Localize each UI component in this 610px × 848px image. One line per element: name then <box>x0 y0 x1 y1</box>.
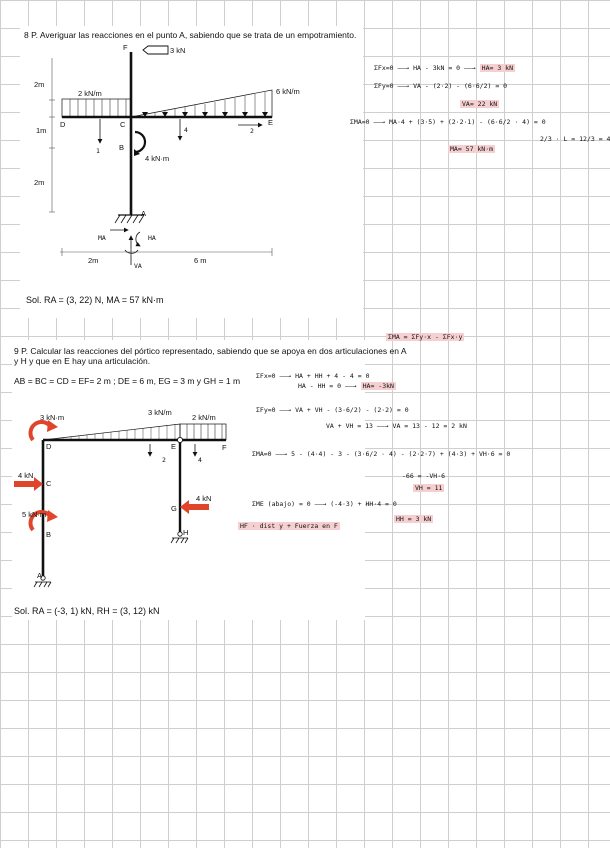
p8-point-c: C <box>120 120 126 129</box>
p8-eq-ma-result: MA= 57 kN·m <box>450 145 494 153</box>
p9-eq-sum-fy-a: ΣFy=0 ——→ VA + VH - (3·6/2) - (2·2) = 0 <box>256 406 409 414</box>
p8-hw-ma: MA <box>98 234 106 242</box>
p9-point-h: H <box>183 528 189 537</box>
p8-dim-2m-horizontal: 2m <box>88 256 99 265</box>
p9-moment-5kNm-label: 5 kN·m <box>22 510 47 519</box>
p9-force-left-label: 4 kN <box>18 471 34 480</box>
p8-point-b: B <box>119 143 125 152</box>
problem-8-title: 8 P. Averiguar las reacciones en el punto A, sabiendo que se trata de un empotramiento. <box>24 30 357 40</box>
p9-point-c: C <box>46 479 52 488</box>
p9-eq-ha-result: HA= -3kN <box>362 382 394 390</box>
p8-hw-va: VA <box>134 262 142 270</box>
p9-eq-sum-me: ΣME (abajo) = 0 ——→ (-4·3) + HH·4 = 0 <box>252 500 397 508</box>
p8-solution: Sol. RA = (3, 22) N, MA = 57 kN·m <box>26 295 164 305</box>
p9-eq-hh-result: HH = 3 kN <box>396 515 432 523</box>
p9-point-f: F <box>222 443 227 452</box>
p9-eq-sum-fx-a: ΣFx=0 ——→ HA + HH + 4 - 4 = 0 <box>256 372 370 380</box>
p9-hw-2: 2 <box>162 456 166 464</box>
p9-eq-moment-formula: ΣMA = ΣFy·x - ΣFx·y <box>388 333 463 341</box>
p8-dim-6m: 6 m <box>194 256 207 265</box>
p8-eq-sum-fx: ΣFx=0 ——→ HA - 3kN = 0 ——→ HA= 3 kN <box>374 64 513 72</box>
problem-9-title-line2: y H y que en E hay una articulación. <box>14 356 151 366</box>
p9-eq-vh-result: VH = 11 <box>415 484 443 492</box>
p8-eq-va-result: VA= 22 kN <box>462 100 498 108</box>
p9-eq-sum-fx-b: HA - HH = 0 ——→ HA= -3kN <box>298 382 394 390</box>
p8-load-6kNm-label: 6 kN/m <box>276 87 300 96</box>
p9-force-right-label: 4 kN <box>196 494 212 503</box>
p9-moment-3kNm <box>30 420 58 440</box>
p8-dim-1m: 1m <box>36 126 47 135</box>
p9-eq-sum-ma-b: -66 = -VH·6 <box>402 472 446 480</box>
p9-eq-sum-fy-b: VA + VH = 13 ——→ VA = 13 - 12 = 2 kN <box>326 422 467 430</box>
p9-point-b: B <box>46 530 52 539</box>
p8-point-e: E <box>268 118 274 127</box>
p9-uniform-load <box>180 424 226 440</box>
p9-moment-3kNm-label: 3 kN·m <box>40 413 65 422</box>
p8-eq-sum-fy: ΣFy=0 ——→ VA - (2·2) - (6·6/2) = 0 <box>374 82 508 90</box>
p8-force-3kn-label: 3 kN <box>170 46 186 55</box>
p9-load-3kNm-label: 3 kN/m <box>148 408 172 417</box>
p8-hw-1: 1 <box>96 147 100 155</box>
p8-point-d: D <box>60 120 66 129</box>
p8-hw-ha: HA <box>148 234 156 242</box>
p8-point-f: F <box>123 43 128 52</box>
p8-dim-2m-top: 2m <box>34 80 45 89</box>
p9-eq-sum-ma-a: ΣMA=0 ——→ 5 - (4·4) - 3 - (3·6/2 · 4) - (2·2·7) + (4·3) + VH·6 = 0 <box>252 450 511 458</box>
p9-load-2kNm-label: 2 kN/m <box>192 413 216 422</box>
p9-solution: Sol. RA = (-3, 1) kN, RH = (3, 12) kN <box>14 606 160 616</box>
p9-triangular-load <box>43 424 180 440</box>
p8-eq-side-calc: 2/3 · L = 12/3 = 4 <box>540 135 610 143</box>
p8-hw-4: 4 <box>184 126 188 134</box>
p8-hw-2: 2 <box>250 127 254 135</box>
p8-dim-2m-bottom: 2m <box>34 178 45 187</box>
p9-point-a: A <box>37 571 43 580</box>
problem-9-dimensions: AB = BC = CD = EF= 2 m ; DE = 6 m, EG = 3 m y GH = 1 m <box>14 376 241 386</box>
p8-eq-sum-ma: ΣMA=0 ——→ MA·4 + (3·5) + (2·2·1) - (6·6/2 · 4) = 0 <box>350 118 546 126</box>
p9-eq-note: HF · dist y + Fuerza en F <box>240 522 338 530</box>
p9-point-e: E <box>171 442 177 451</box>
p8-point-a: A <box>141 209 147 218</box>
p9-point-g: G <box>171 504 177 513</box>
p9-hinge-e <box>177 437 182 442</box>
p8-eq-ha-result: HA= 3 kN <box>481 64 513 72</box>
p9-hw-4: 4 <box>198 456 202 464</box>
problem-9-title-line1: 9 P. Calcular las reacciones del pórtico representado, sabiendo que se apoya en dos articulaciones en A <box>14 346 407 356</box>
p9-point-d: D <box>46 442 52 451</box>
p8-load-2kNm-label: 2 kN/m <box>78 89 102 98</box>
p8-moment-label: 4 kN·m <box>145 154 170 163</box>
